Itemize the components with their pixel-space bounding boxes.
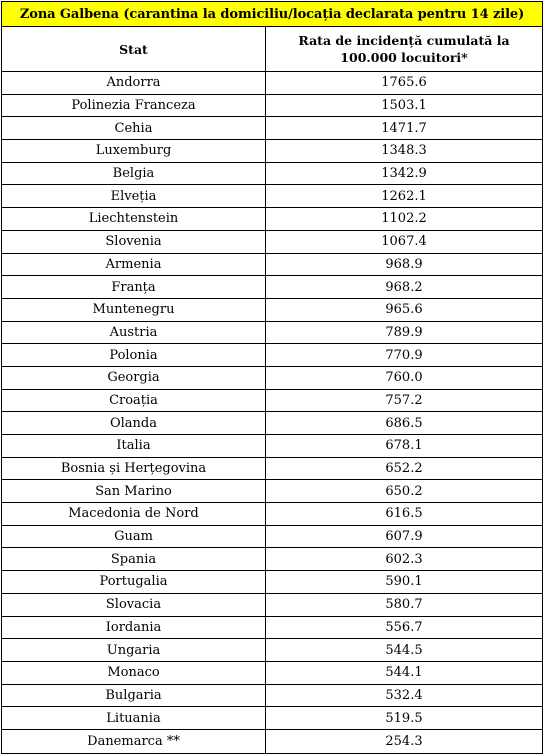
rate-cell: 544.5 [385,642,423,658]
rate-cell: 1262.1 [381,188,427,204]
rate-cell: 652.2 [385,461,423,477]
rate-cell: 760.0 [385,370,423,386]
country-cell: Iordania [2,617,266,639]
rate-cell: 616.5 [385,506,423,522]
table-row [2,163,542,186]
table-row [2,390,542,413]
country-cell: Polinezia Franceza [2,95,266,117]
country-cell: Luxemburg [2,140,266,162]
country-cell: Bulgaria [2,685,266,707]
table-row [2,140,542,163]
yellow-zone-table [1,1,543,754]
country-cell: Bosnia și Herțegovina [2,458,266,480]
country-cell: San Marino [2,480,266,502]
country-cell: Lituania [2,707,266,729]
country-cell: Muntenegru [2,299,266,321]
table-title: Zona Galbena (carantina la domiciliu/locația declarata pentru 14 zile) [2,2,542,27]
country-cell: Polonia [2,344,266,366]
country-cell: Franța [2,276,266,298]
country-cell: Andorra [2,72,266,94]
table-row [2,231,542,254]
rate-cell: 580.7 [385,597,423,613]
table-row [2,412,542,435]
table-row [2,526,542,549]
country-cell: Italia [2,435,266,457]
country-cell: Slovacia [2,594,266,616]
rate-cell: 254.3 [385,733,423,749]
country-cell: Monaco [2,662,266,684]
country-cell: Cehia [2,117,266,139]
table-row [2,322,542,345]
rate-cell: 965.6 [385,302,423,318]
country-cell: Liechtenstein [2,208,266,230]
table-row [2,548,542,571]
table-row [2,185,542,208]
country-cell: Olanda [2,412,266,434]
table-row [2,344,542,367]
table-body [2,72,542,753]
table-row [2,367,542,390]
table-row [2,639,542,662]
table-row [2,458,542,481]
country-cell: Belgia [2,163,266,185]
rate-cell: 1348.3 [381,143,427,159]
table-row [2,503,542,526]
rate-cell: 1503.1 [381,98,427,114]
country-cell: Georgia [2,367,266,389]
table-row [2,276,542,299]
rate-cell: 556.7 [385,619,423,635]
table-row [2,435,542,458]
table-row [2,617,542,640]
table-row [2,208,542,231]
table-row [2,299,542,322]
rate-cell: 602.3 [385,551,423,567]
country-cell: Danemarca ** [2,730,266,753]
table-row [2,95,542,118]
country-cell: Ungaria [2,639,266,661]
rate-cell: 607.9 [385,529,423,545]
country-cell: Spania [2,548,266,570]
country-cell: Slovenia [2,231,266,253]
rate-cell: 1067.4 [381,234,427,250]
rate-cell: 590.1 [385,574,423,590]
table-row [2,117,542,140]
table-row [2,72,542,95]
country-cell: Austria [2,322,266,344]
rate-cell: 789.9 [385,324,423,340]
rate-cell: 1471.7 [381,120,427,136]
country-cell: Guam [2,526,266,548]
country-cell: Croația [2,390,266,412]
rate-cell: 1342.9 [381,166,427,182]
table-row [2,685,542,708]
country-cell: Macedonia de Nord [2,503,266,525]
rate-cell: 532.4 [385,687,423,703]
rate-cell: 757.2 [385,392,423,408]
rate-cell: 650.2 [385,483,423,499]
table-row [2,480,542,503]
table-row [2,571,542,594]
column-header-country: Stat [2,27,266,71]
country-cell: Armenia [2,254,266,276]
rate-cell: 1102.2 [381,211,427,227]
rate-cell: 968.9 [385,256,423,272]
rate-cell: 519.5 [385,710,423,726]
table-row [2,662,542,685]
table-row [2,594,542,617]
country-cell: Elveția [2,185,266,207]
country-cell: Portugalia [2,571,266,593]
table-row [2,254,542,277]
table-row [2,730,542,753]
table-header [2,27,542,72]
rate-cell: 968.2 [385,279,423,295]
rate-cell: 544.1 [385,665,423,681]
column-header-rate: Rata de incidență cumulată la 100.000 locuitori* [298,33,510,65]
rate-cell: 1765.6 [381,75,427,91]
table-row [2,707,542,730]
rate-cell: 770.9 [385,347,423,363]
rate-cell: 686.5 [385,415,423,431]
rate-cell: 678.1 [385,438,423,454]
